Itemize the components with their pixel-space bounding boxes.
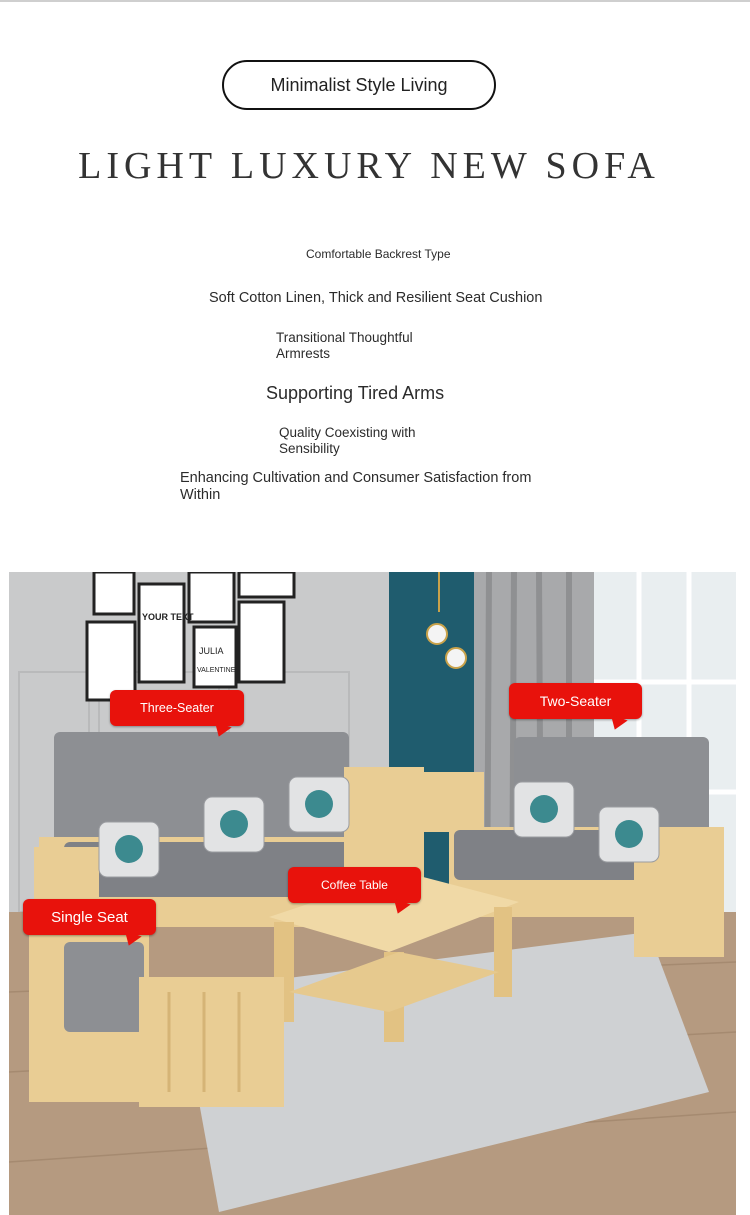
three-seater-label: Three-Seater — [140, 701, 214, 715]
feature-seat-cushion: Soft Cotton Linen, Thick and Resilient Seat Cushion — [209, 290, 543, 306]
two-seater-label: Two-Seater — [539, 693, 612, 709]
two-seater-tag — [509, 683, 642, 719]
feature-supporting-arms: Supporting Tired Arms — [266, 383, 445, 403]
poster-julia: JULIA — [199, 646, 224, 656]
coffee-table-label: Coffee Table — [321, 878, 388, 892]
poster-valentine: VALENTINE — [197, 667, 236, 674]
style-pill-label: Minimalist Style Living — [270, 74, 448, 95]
feature-quality: Quality Coexisting with Sensibility — [279, 425, 416, 457]
feature-cultivation: Enhancing Cultivation and Consumer Satisfaction from Within — [180, 470, 532, 504]
three-seater-tag — [110, 690, 244, 726]
poster-your-text: YOUR TEXT — [142, 612, 194, 622]
coffee-table-tag — [288, 867, 421, 903]
page-headline: LIGHT LUXURY NEW SOFA — [78, 145, 660, 187]
style-pill — [222, 60, 496, 110]
single-seat-tag — [23, 899, 156, 935]
feature-armrests: Transitional Thoughtful Armrests — [276, 330, 413, 362]
feature-backrest: Comfortable Backrest Type — [306, 247, 451, 261]
single-seat-label: Single Seat — [51, 908, 128, 926]
top-divider — [0, 0, 750, 2]
